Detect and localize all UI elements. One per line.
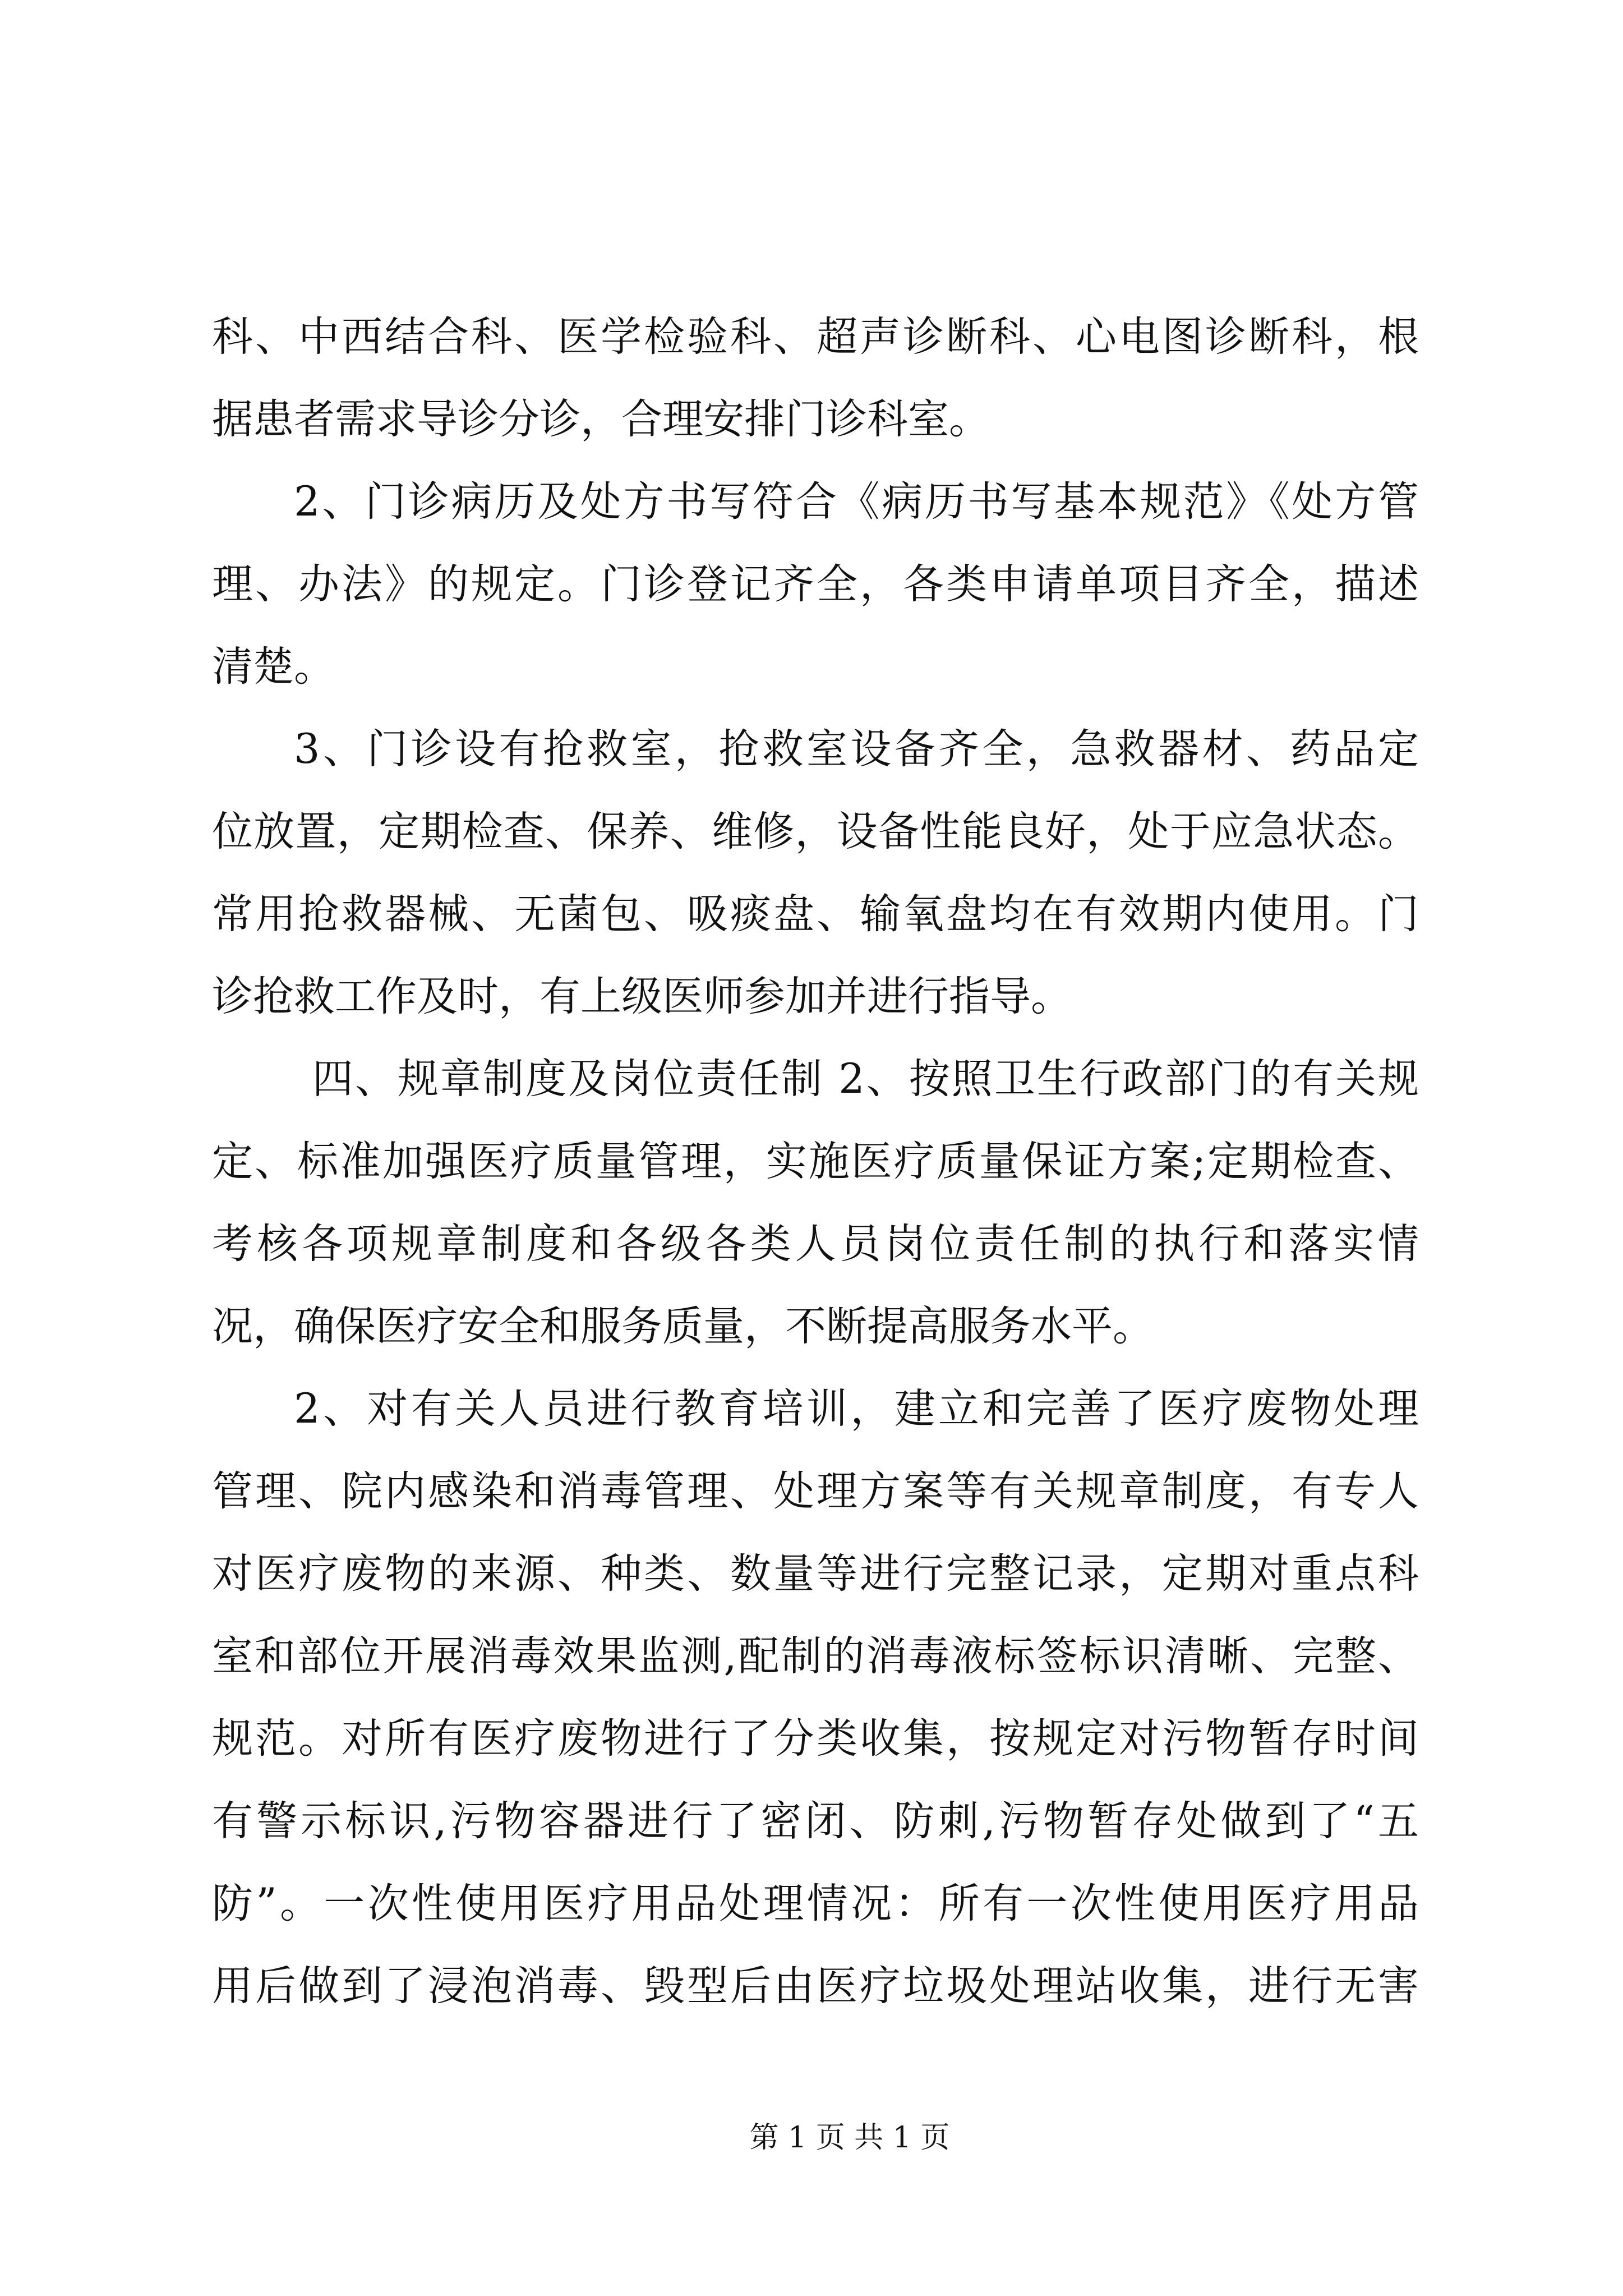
text-line: 况，确保医疗安全和服务质量，不断提高服务水平。 [212, 1303, 1154, 1350]
text-line: 管理、院内感染和消毒管理、处理方案等有关规章制度，有专人 [212, 1467, 1419, 1515]
text-line: 3、门诊设有抢救室，抢救室设备齐全，急救器材、药品定 [294, 725, 1419, 773]
paragraph-regulations [212, 1038, 1419, 1368]
text-line: 室和部位开展消毒效果监测,配制的消毒液标签标识清晰、完整、 [212, 1632, 1419, 1680]
text-line: 四、规章制度及岗位责任制 2、按照卫生行政部门的有关规 [312, 1055, 1419, 1103]
text-line: 用后做到了浸泡消毒、毁型后由医疗垃圾处理站收集，进行无害 [212, 1962, 1419, 2010]
text-line: 规范。对所有医疗废物进行了分类收集，按规定对污物暂存时间 [212, 1715, 1419, 1763]
paragraph-continuation [212, 296, 1419, 461]
text-line: 2、门诊病历及处方书写符合《病历书写基本规范》《处方管 [294, 478, 1419, 526]
paragraph-emergency-room [212, 708, 1419, 1038]
text-line: 有警示标识,污物容器进行了密闭、防刺,污物暂存处做到了“五 [212, 1797, 1419, 1845]
page-footer: 第 1 页 共 1 页 [749, 2121, 950, 2155]
text-line: 防”。一次性使用医疗用品处理情况：所有一次性使用医疗用品 [212, 1880, 1419, 1927]
text-line: 位放置，定期检查、保养、维修，设备性能良好，处于应急状态。 [212, 808, 1419, 855]
text-line: 定、标准加强医疗质量管理，实施医疗质量保证方案;定期检查、 [212, 1138, 1419, 1185]
text-line: 常用抢救器械、无菌包、吸痰盘、输氧盘均在有效期内使用。门 [212, 890, 1419, 938]
text-line: 清楚。 [212, 643, 335, 691]
text-line: 诊抢救工作及时，有上级医师参加并进行指导。 [212, 973, 1072, 1020]
text-line: 考核各项规章制度和各级各类人员岗位责任制的执行和落实情 [212, 1220, 1419, 1268]
text-line: 理、办法》的规定。门诊登记齐全，各类申请单项目齐全，描述 [212, 560, 1419, 608]
paragraph-medical-records [212, 461, 1419, 708]
text-line: 2、对有关人员进行教育培训，建立和完善了医疗废物处理 [294, 1385, 1419, 1433]
text-line: 据患者需求导诊分诊，合理安排门诊科室。 [212, 395, 990, 443]
document-body [212, 296, 1419, 2027]
text-line: 对医疗废物的来源、种类、数量等进行完整记录，定期对重点科 [212, 1550, 1419, 1598]
text-line: 科、中西结合科、医学检验科、超声诊断科、心电图诊断科，根 [212, 313, 1419, 361]
paragraph-medical-waste [212, 1368, 1419, 2027]
